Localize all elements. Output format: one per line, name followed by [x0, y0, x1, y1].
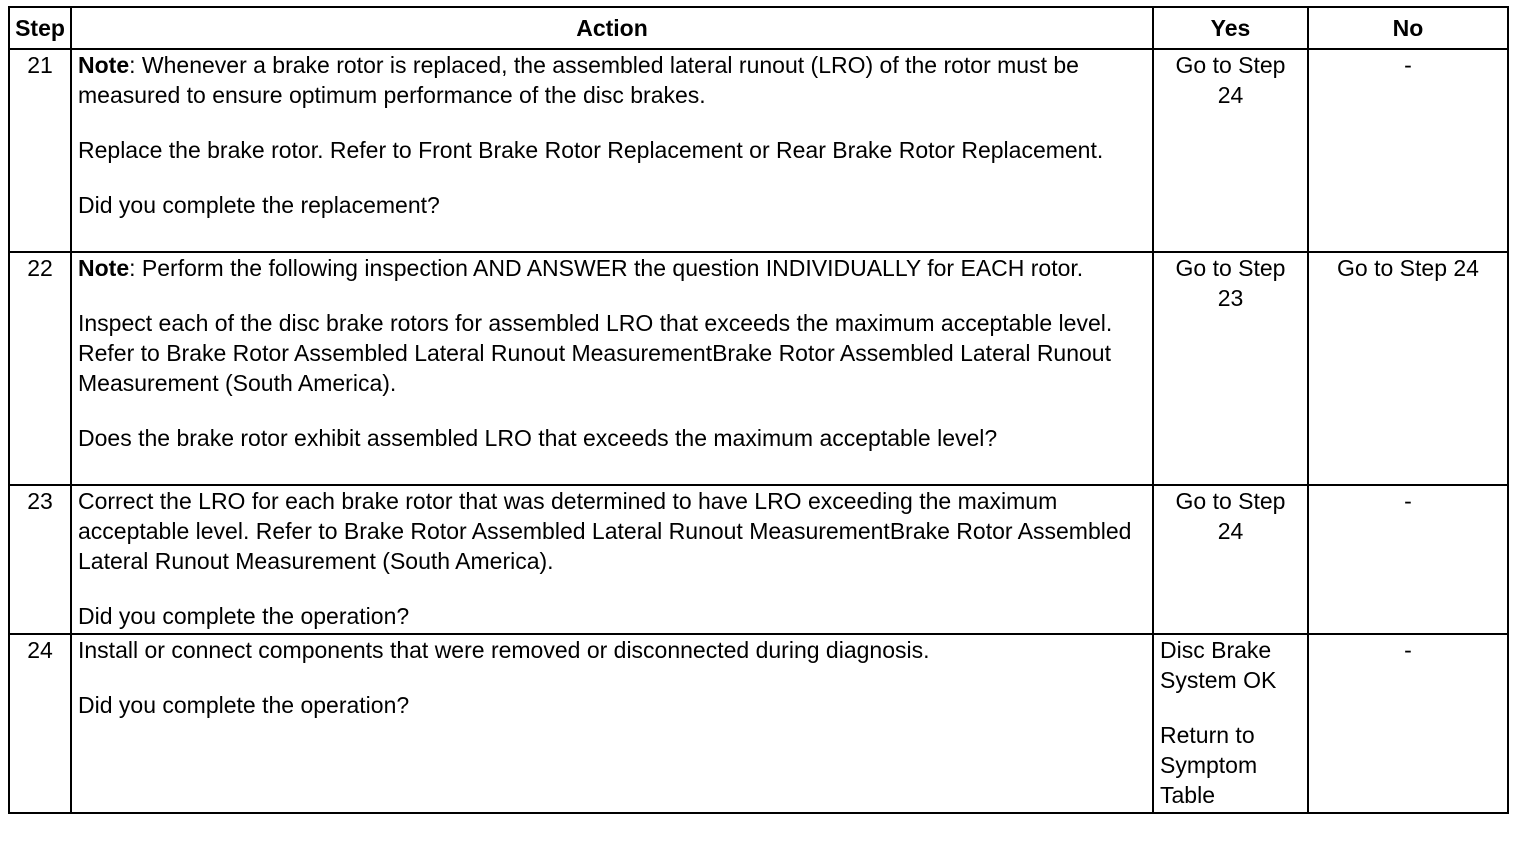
no-result: - — [1308, 49, 1508, 252]
yes-result: Go to Step 23 — [1153, 252, 1308, 485]
yes-result-ok: Disc Brake System OK — [1160, 637, 1277, 693]
action-cell — [71, 252, 1153, 485]
yes-result — [1153, 634, 1308, 813]
table-row-step-22 — [9, 252, 1508, 485]
question-text: Did you complete the replacement? — [78, 192, 440, 218]
yes-result: Go to Step 24 — [1153, 485, 1308, 634]
note-text: : Whenever a brake rotor is replaced, the assembled lateral runout (LRO) of the rotor must be measured to ensure optimum performance of the disc brakes. — [78, 52, 1079, 108]
step-number: 24 — [9, 634, 71, 813]
no-result: Go to Step 24 — [1308, 252, 1508, 485]
header-step: Step — [9, 7, 71, 49]
table-row-step-24 — [9, 634, 1508, 813]
no-result: - — [1308, 634, 1508, 813]
no-result: - — [1308, 485, 1508, 634]
question-text: Did you complete the operation? — [78, 692, 410, 718]
instruction-text: Inspect each of the disc brake rotors for assembled LRO that exceeds the maximum acceptable level. Refer to Brake Rotor Assembled Lateral Runout MeasurementBrake Rotor Assembled Lateral Runout Measurement (South America). — [78, 310, 1113, 396]
header-no: No — [1308, 7, 1508, 49]
step-number: 23 — [9, 485, 71, 634]
header-row — [9, 7, 1508, 49]
step-number: 21 — [9, 49, 71, 252]
instruction-text: Replace the brake rotor. Refer to Front Brake Rotor Replacement or Rear Brake Rotor Replacement. — [78, 137, 1104, 163]
action-cell — [71, 49, 1153, 252]
note-label: Note — [78, 255, 130, 281]
yes-result: Go to Step 24 — [1153, 49, 1308, 252]
table-row-step-21 — [9, 49, 1508, 252]
note-text: : Perform the following inspection AND ANSWER the question INDIVIDUALLY for EACH rotor. — [129, 255, 1084, 281]
table-row-step-23 — [9, 485, 1508, 634]
step-number: 22 — [9, 252, 71, 485]
diagnostic-table — [8, 6, 1509, 814]
note-paragraph — [78, 253, 1146, 283]
action-cell — [71, 634, 1153, 813]
action-cell — [71, 485, 1153, 634]
note-label: Note — [78, 52, 130, 78]
yes-result-return: Return to Symptom Table — [1160, 722, 1258, 808]
note-paragraph — [78, 50, 1146, 110]
header-yes: Yes — [1153, 7, 1308, 49]
instruction-text: Install or connect components that were removed or disconnected during diagnosis. — [78, 637, 930, 663]
question-text: Did you complete the operation? — [78, 603, 410, 629]
instruction-text: Correct the LRO for each brake rotor that was determined to have LRO exceeding the maximum acceptable level. Refer to Brake Rotor Assembled Lateral Runout MeasurementBrake Rotor Assembled Lateral Runout Measurement (South America). — [78, 488, 1132, 574]
question-text: Does the brake rotor exhibit assembled LRO that exceeds the maximum acceptable level? — [78, 425, 998, 451]
header-action: Action — [71, 7, 1153, 49]
